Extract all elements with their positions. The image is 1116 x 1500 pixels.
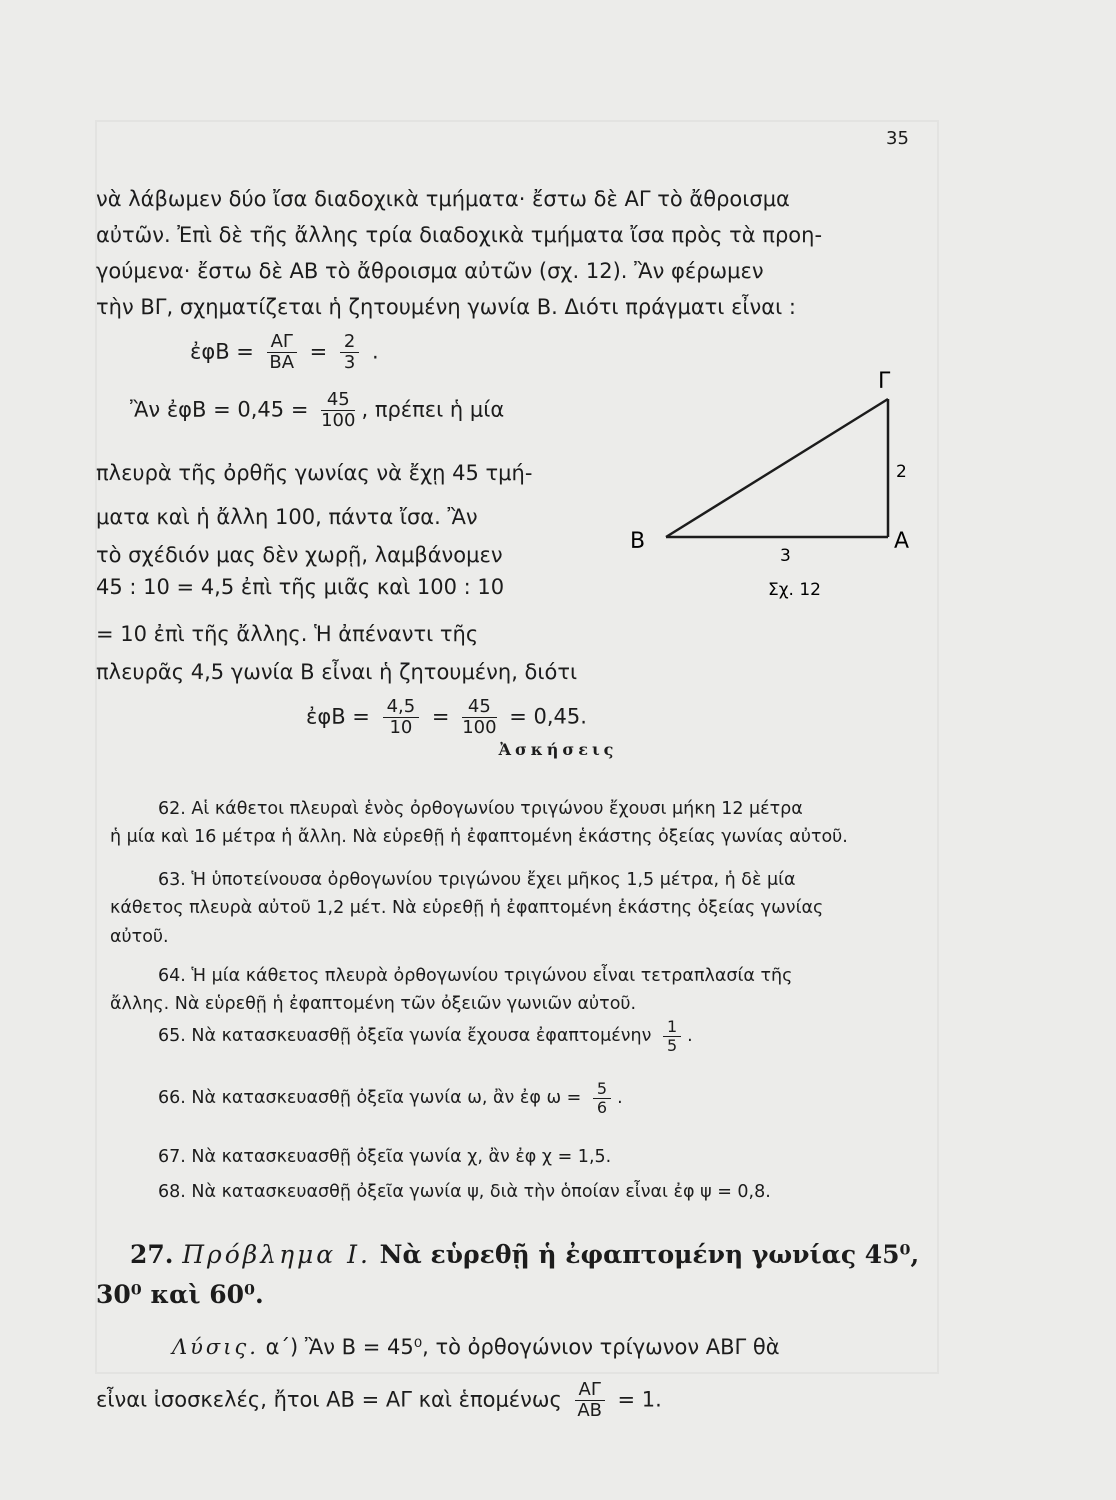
exercise-line: 64. Ἡ μία κάθετος πλευρὰ ὀρθογωνίου τριγώνου εἶναι τετραπλασία τῆς <box>158 966 793 986</box>
fraction-den: ΑΒ <box>577 1399 602 1421</box>
problem-text: Νὰ εὑρεθῇ ἡ ἐφαπτομένη γωνίας 45⁰, <box>379 1240 920 1269</box>
exercise-end: . <box>687 1026 693 1047</box>
fraction-num: 1 <box>663 1018 681 1037</box>
exercise-line: αὐτοῦ. <box>110 926 169 947</box>
exercise-line: ἄλλης. Νὰ εὑρεθῇ ἡ ἐφαπτομένη τῶν ὀξειῶν γωνιῶν αὐτοῦ. <box>110 994 637 1015</box>
exercise-line: ἡ μία καὶ 16 μέτρα ἡ ἄλλη. Νὰ εὑρεθῇ ἡ ἐφαπτομένη ἑκάστης ὀξείας γωνίας αὐτοῦ. <box>110 827 848 848</box>
fraction <box>340 332 359 373</box>
problem-text-continued: 30⁰ καὶ 60⁰. <box>96 1280 264 1309</box>
fraction <box>593 1080 611 1116</box>
solution-line-1 <box>172 1335 780 1359</box>
solution-text: εἶναι ἰσοσκελές, ἤτοι ΑΒ = ΑΓ καὶ ἑπομένως <box>96 1387 562 1412</box>
vertex-label-a: Α <box>894 529 910 554</box>
eq-sign: = <box>309 339 328 364</box>
exercise-68: 68. Νὰ κατασκευασθῇ ὀξεῖα γωνία ψ, διὰ τὴν ὁποίαν εἶναι ἐφ ψ = 0,8. <box>158 1182 771 1202</box>
fraction-num: 45 <box>321 390 355 411</box>
eq-sign: = <box>431 704 450 729</box>
fraction-den: 3 <box>343 351 356 373</box>
problem-number: 27. <box>130 1240 174 1269</box>
paragraph-line: = 10 ἐπὶ τῆς ἄλλης. Ἡ ἀπέναντι τῆς <box>96 622 479 646</box>
equation-tan-b-2 <box>130 390 504 431</box>
vertex-label-g: Γ <box>878 369 891 394</box>
solution-end: = 1. <box>617 1387 662 1412</box>
paragraph-line: ματα καὶ ἡ ἄλλη 100, πάντα ἴσα. Ἂν <box>96 505 478 529</box>
paragraph-line: γούμενα· ἔστω δὲ ΑΒ τὸ ἄθροισμα αὐτῶν (σχ. 12). Ἂν φέρωμεν <box>96 259 764 283</box>
fraction <box>575 1380 605 1421</box>
eq-rhs: = 0,45. <box>509 704 587 729</box>
exercise-line: 63. Ἡ ὑποτείνουσα ὀρθογωνίου τριγώνου ἔχει μῆκος 1,5 μέτρα, ἡ δὲ μία <box>158 870 796 890</box>
fraction-num: 2 <box>340 332 359 353</box>
exercise-text: 66. Νὰ κατασκευασθῇ ὀξεῖα γωνία ω, ἂν ἐφ ω = <box>158 1088 582 1109</box>
equation-tan-b-1 <box>190 332 379 373</box>
hypotenuse-bg <box>666 399 888 537</box>
fraction-den: 10 <box>389 716 413 738</box>
exercise-line: κάθετος πλευρὰ αὐτοῦ 1,2 μέτ. Νὰ εὑρεθῇ ἡ ἐφαπτομένη ἑκάστης ὀξείας γωνίας <box>110 898 824 919</box>
problem-label: Πρόβλημα Ι. <box>182 1240 371 1269</box>
fraction <box>321 390 355 431</box>
fraction <box>663 1018 681 1054</box>
paragraph-line: τὸ σχέδιόν μας δὲν χωρῇ, λαμβάνομεν <box>96 543 503 567</box>
solution-text: α΄) Ἂν Β = 45⁰, τὸ ὀρθογώνιον τρίγωνον ΑΒΓ θὰ <box>265 1335 780 1359</box>
exercise-line: 62. Αἱ κάθετοι πλευραὶ ἑνὸς ὀρθογωνίου τριγώνου ἔχουσι μήκη 12 μέτρα <box>158 799 803 819</box>
problem-heading <box>130 1240 919 1269</box>
fraction <box>267 332 297 373</box>
exercise-63 <box>110 866 940 951</box>
paragraph-line: πλευρᾶς 4,5 γωνία Β εἶναι ἡ ζητουμένη, διότι <box>96 660 578 684</box>
solution-label: Λύσις. <box>172 1335 259 1359</box>
exercise-67: 67. Νὰ κατασκευασθῇ ὀξεῖα γωνία χ, ἂν ἐφ χ = 1,5. <box>158 1147 612 1167</box>
eq-end: . <box>372 339 379 364</box>
fraction-num: 5 <box>593 1080 611 1099</box>
fraction-den: 6 <box>596 1097 608 1117</box>
fraction <box>383 697 420 738</box>
fraction-num: 45 <box>462 697 496 718</box>
exercise-text: 65. Νὰ κατασκευασθῇ ὀξεῖα γωνία ἔχουσα ἐφαπτομένην <box>158 1026 652 1047</box>
side-length-horizontal: 3 <box>780 546 791 566</box>
exercise-65 <box>158 1018 693 1054</box>
page-number: 35 <box>886 128 909 149</box>
exercise-66 <box>158 1080 623 1116</box>
fraction-num: ΑΓ <box>575 1380 605 1401</box>
paragraph-line: 45 : 10 = 4,5 ἐπὶ τῆς μιᾶς καὶ 100 : 10 <box>96 575 505 599</box>
fraction-den: 100 <box>321 409 356 431</box>
fraction-num: ΑΓ <box>267 332 297 353</box>
fraction-den: 100 <box>462 716 497 738</box>
eq-rest: , πρέπει ἡ μία <box>361 397 505 422</box>
figure-12-right-triangle <box>620 355 920 610</box>
exercise-end: . <box>617 1088 623 1109</box>
paragraph-line: αὐτῶν. Ἐπὶ δὲ τῆς ἄλλης τρία διαδοχικὰ τμήματα ἴσα πρὸς τὰ προη- <box>96 223 823 247</box>
fraction-num: 4,5 <box>383 697 420 718</box>
exercises-title: Ἀσκήσεις <box>498 740 618 759</box>
fraction-den: 5 <box>666 1035 678 1055</box>
eq-lhs: Ἂν ἐφΒ = 0,45 = <box>130 397 309 422</box>
paragraph-line: πλευρὰ τῆς ὀρθῆς γωνίας νὰ ἔχῃ 45 τμή- <box>96 461 533 485</box>
solution-line-2 <box>96 1380 662 1421</box>
paragraph-line: νὰ λάβωμεν δύο ἴσα διαδοχικὰ τμήματα· ἔστω δὲ ΑΓ τὸ ἄθροισμα <box>96 187 790 211</box>
fraction <box>462 697 496 738</box>
side-length-vertical: 2 <box>896 462 907 482</box>
figure-caption: Σχ. 12 <box>768 580 822 600</box>
equation-tan-b-3 <box>306 697 587 738</box>
vertex-label-b: Β <box>630 529 646 554</box>
eq-lhs: ἐφΒ = <box>306 704 370 729</box>
paragraph-line: τὴν ΒΓ, σχηματίζεται ἡ ζητουμένη γωνία Β. Διότι πράγματι εἶναι : <box>96 295 796 319</box>
exercise-62 <box>110 795 940 852</box>
fraction-den: ΒΑ <box>269 351 295 373</box>
eq-lhs: ἐφΒ = <box>190 339 254 364</box>
exercise-64 <box>110 962 940 1019</box>
